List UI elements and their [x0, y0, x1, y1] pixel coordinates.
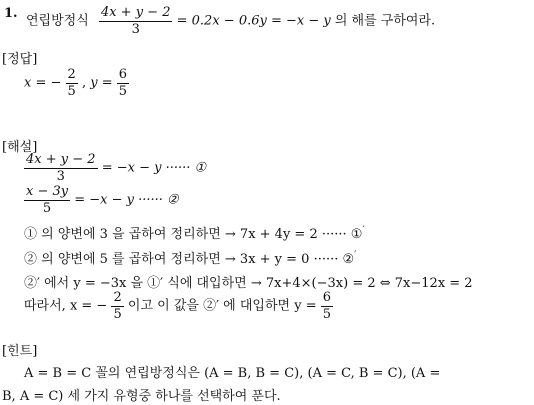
solution-eq1-rest: = −x − y ······ ①: [101, 160, 207, 176]
problem-question: 의 해를 구하여라.: [334, 13, 436, 29]
hint-line2: B, A = C) 세 가지 유형중 하나를 선택하여 푼다.: [2, 389, 281, 404]
problem-statement: [26, 6, 435, 36]
answer-x-den: 5: [67, 83, 76, 99]
solution-eq2-fraction: [24, 185, 70, 215]
solution-step2: [24, 248, 356, 267]
solution-step4-x-num: 2: [113, 290, 122, 305]
answer-x-lhs: x = −: [24, 75, 62, 91]
solution-eq2-den: 5: [42, 200, 52, 216]
solution-step1-prime: ′: [362, 225, 365, 236]
solution-step4-x-den: 5: [113, 306, 122, 322]
problem-number: 1.: [4, 6, 18, 21]
solution-step4-c: ′ 에 대입하면 y =: [216, 298, 317, 314]
solution-step4-y-den: 5: [322, 306, 332, 322]
answer-sep: ,: [81, 75, 87, 91]
solution-step4-x-fraction: [111, 291, 123, 321]
solution-step4-y-fraction: [321, 291, 333, 321]
solution-step3-b: ′ 에서 y = −3x 을 ①: [37, 276, 161, 291]
solution-eq1-num: 4x + y − 2: [26, 152, 96, 167]
answer-x-num: 2: [67, 67, 76, 82]
solution-step1-text: ① 의 양변에 3 을 곱하여 정리하면 → 7x + 4y = 2 ······ ①: [24, 227, 363, 242]
answer-header: [정답]: [2, 52, 38, 67]
hint-line1: A = B = C 꼴의 연립방정식은 (A = B, B = C), (A = C, B = C), (A =: [24, 366, 441, 381]
solution-step4-b: 이고 이 값을 ②: [127, 298, 217, 314]
solution-step1: [24, 223, 365, 242]
problem-label: 연립방정식: [26, 13, 89, 29]
solution-step4-a: 따라서, x = −: [24, 298, 108, 314]
answer-y-lhs: y =: [90, 75, 113, 91]
solution-step3-a: ②: [24, 276, 38, 291]
solution-step4: [24, 291, 333, 321]
solution-step3-c: ′ 식에 대입하면 → 7x+4×(−3x) = 2 ⇔ 7x−12x = 2: [160, 276, 473, 291]
problem-frac-num: 4x + y − 2: [100, 5, 171, 20]
solution-header: [해설]: [2, 140, 38, 155]
answer-x-fraction: [66, 68, 78, 98]
problem-frac-den: 3: [131, 21, 140, 37]
solution-eq1-den: 3: [56, 168, 65, 184]
solution-eq2-num: x − 3y: [26, 184, 69, 199]
solution-eq1-fraction: [24, 153, 98, 183]
hint-header: [힌트]: [2, 344, 38, 359]
solution-eq2-rest: = −x − y ······ ②: [74, 192, 179, 208]
solution-step2-text: ② 의 양변에 5 를 곱하여 정리하면 → 3x + y = 0 ······ ②: [24, 252, 355, 267]
answer-y-den: 5: [118, 83, 128, 99]
solution-step3: [24, 272, 473, 291]
solution-eq2: [24, 185, 179, 215]
problem-fraction: [99, 6, 173, 36]
solution-eq1: [24, 153, 206, 183]
answer-line: [24, 68, 129, 98]
answer-y-num: 6: [118, 67, 128, 82]
answer-y-fraction: [117, 68, 129, 98]
solution-step4-y-num: 6: [322, 290, 332, 305]
problem-rest: = 0.2x − 0.6y = −x − y: [176, 13, 331, 29]
solution-step2-prime: ′: [354, 250, 357, 261]
